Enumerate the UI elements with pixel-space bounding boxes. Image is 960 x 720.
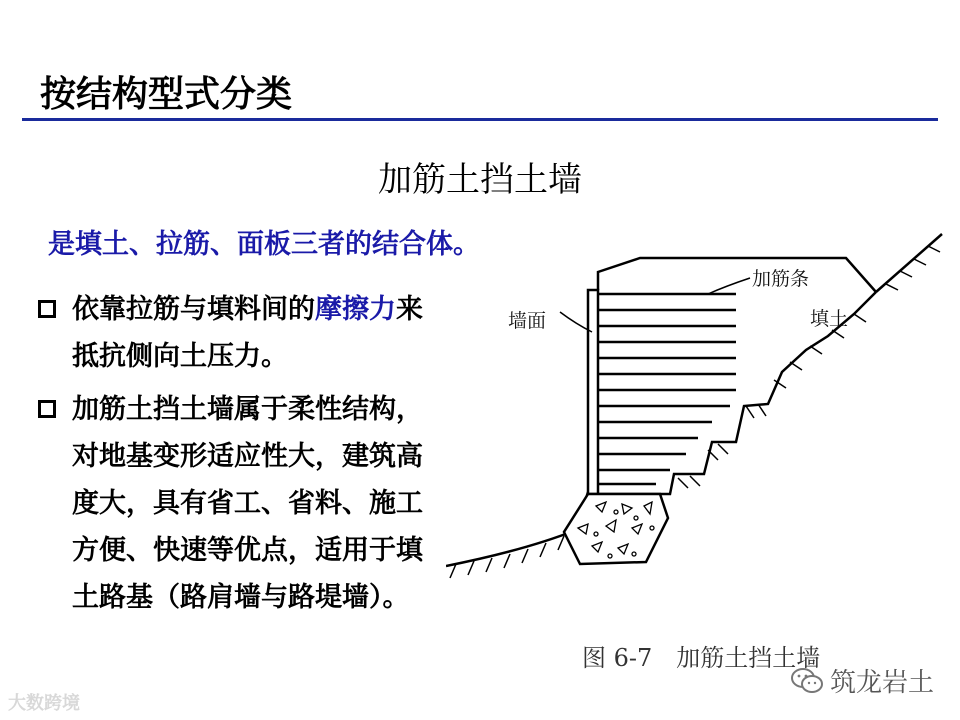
label-reinforcement: 加筋条 [752,268,810,290]
bullet-item [36,286,446,380]
bullet-text: 来抵抗侧向土压力。 [72,294,423,372]
wechat-icon [790,667,824,695]
checkbox-bullet-icon [38,300,56,318]
bullet-item [36,386,446,621]
reinforced-block-outline [598,258,876,292]
bullet-text: 依靠拉筋与填料间的 [72,294,315,325]
wall-face-panel [588,290,598,494]
label-fill: 填土 [810,308,849,330]
section-subtitle: 加筋土挡土墙 [378,160,582,200]
leader-reinforcement [708,278,750,294]
natural-slope [876,234,942,292]
retaining-wall-figure [446,228,946,698]
figure-caption: 图 6-7 加筋土挡土墙 [582,644,821,672]
watermark-right [790,662,934,699]
bullet-highlight: 摩擦力 [315,294,396,325]
page-title: 按结构型式分类 [40,74,293,115]
bullet-text: 加筋土挡土墙属于柔性结构，对地基变形适应性大，建筑高度大，具有省工、省料、施工方便、快速等优点，适用于填土路基（路肩墙与路堤墙）。 [72,394,423,613]
title-underline [22,118,938,121]
bullet-list [36,286,446,627]
label-wall-face: 墙面 [508,310,547,332]
ground-hatching [450,536,564,578]
watermark-left: 大数跨境 [8,693,80,714]
lead-sentence: 是填土、拉筋、面板三者的结合体。 [48,229,480,260]
watermark-right-text: 筑龙岩土 [830,668,935,698]
checkbox-bullet-icon [38,400,56,418]
reinforcement-strips [598,294,736,484]
wall-diagram [446,228,946,668]
